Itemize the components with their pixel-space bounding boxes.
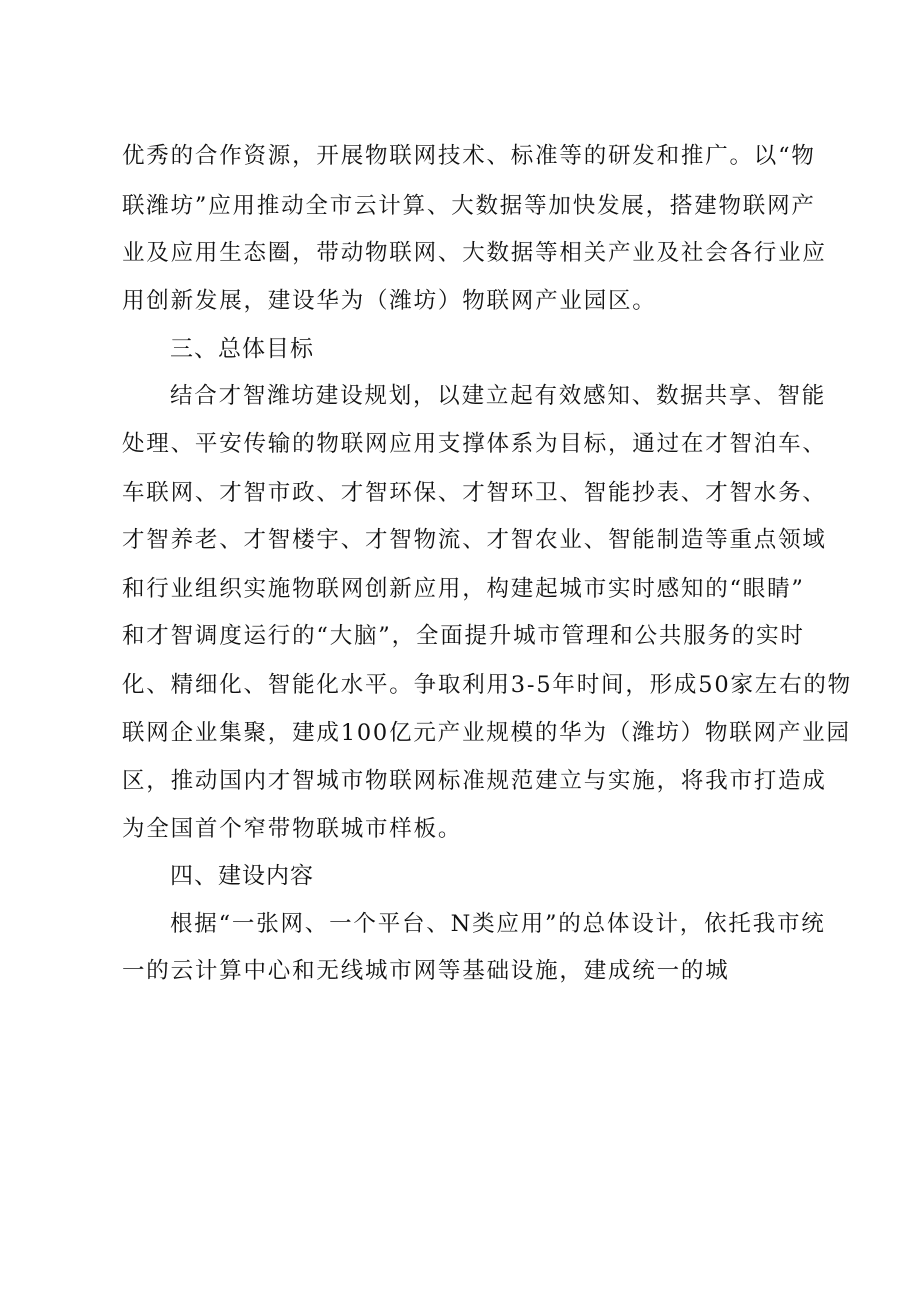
section-3-line-1: 结合才智潍坊建设规划，以建立起有效感知、数据共享、智能	[170, 383, 827, 409]
section-3-line-5: 和行业组织实施物联网创新应用，构建起城市实时感知的“眼睛”	[122, 576, 805, 602]
section-3-heading: 三、总体目标	[170, 336, 314, 362]
section-4-line-1: 根据“一张网、一个平台、N类应用”的总体设计，依托我市统	[170, 911, 826, 937]
section-3-line-7: 化、精细化、智能化水平。争取利用3-5年时间，形成50家左右的物	[122, 672, 852, 698]
section-3-line-4: 才智养老、才智楼宇、才智物流、才智农业、智能制造等重点领域	[122, 527, 827, 553]
paragraph-1-line-4: 用创新发展，建设华为（潍坊）物联网产业园区。	[122, 288, 657, 314]
section-4-line-2: 一的云计算中心和无线城市网等基础设施，建成统一的城	[122, 958, 730, 984]
section-4-heading: 四、建设内容	[170, 863, 314, 889]
section-3-line-2: 处理、平安传输的物联网应用支撑体系为目标，通过在才智泊车、	[122, 431, 827, 457]
paragraph-1-line-3: 业及应用生态圈，带动物联网、大数据等相关产业及社会各行业应	[122, 240, 827, 266]
section-3-line-9: 区，推动国内才智城市物联网标准规范建立与实施，将我市打造成	[122, 768, 827, 794]
section-3-line-3: 车联网、才智市政、才智环保、才智环卫、智能抄表、才智水务、	[122, 480, 827, 506]
paragraph-1-line-1: 优秀的合作资源，开展物联网技术、标准等的研发和推广。以“物	[122, 143, 816, 169]
section-3-line-10: 为全国首个窄带物联城市样板。	[122, 816, 463, 842]
paragraph-1-line-2: 联潍坊”应用推动全市云计算、大数据等加快发展，搭建物联网产	[122, 193, 816, 219]
section-3-line-6: 和才智调度运行的“大脑”，全面提升城市管理和公共服务的实时	[122, 623, 805, 649]
section-3-line-8: 联网企业集聚，建成100亿元产业规模的华为（潍坊）物联网产业园	[122, 720, 851, 746]
